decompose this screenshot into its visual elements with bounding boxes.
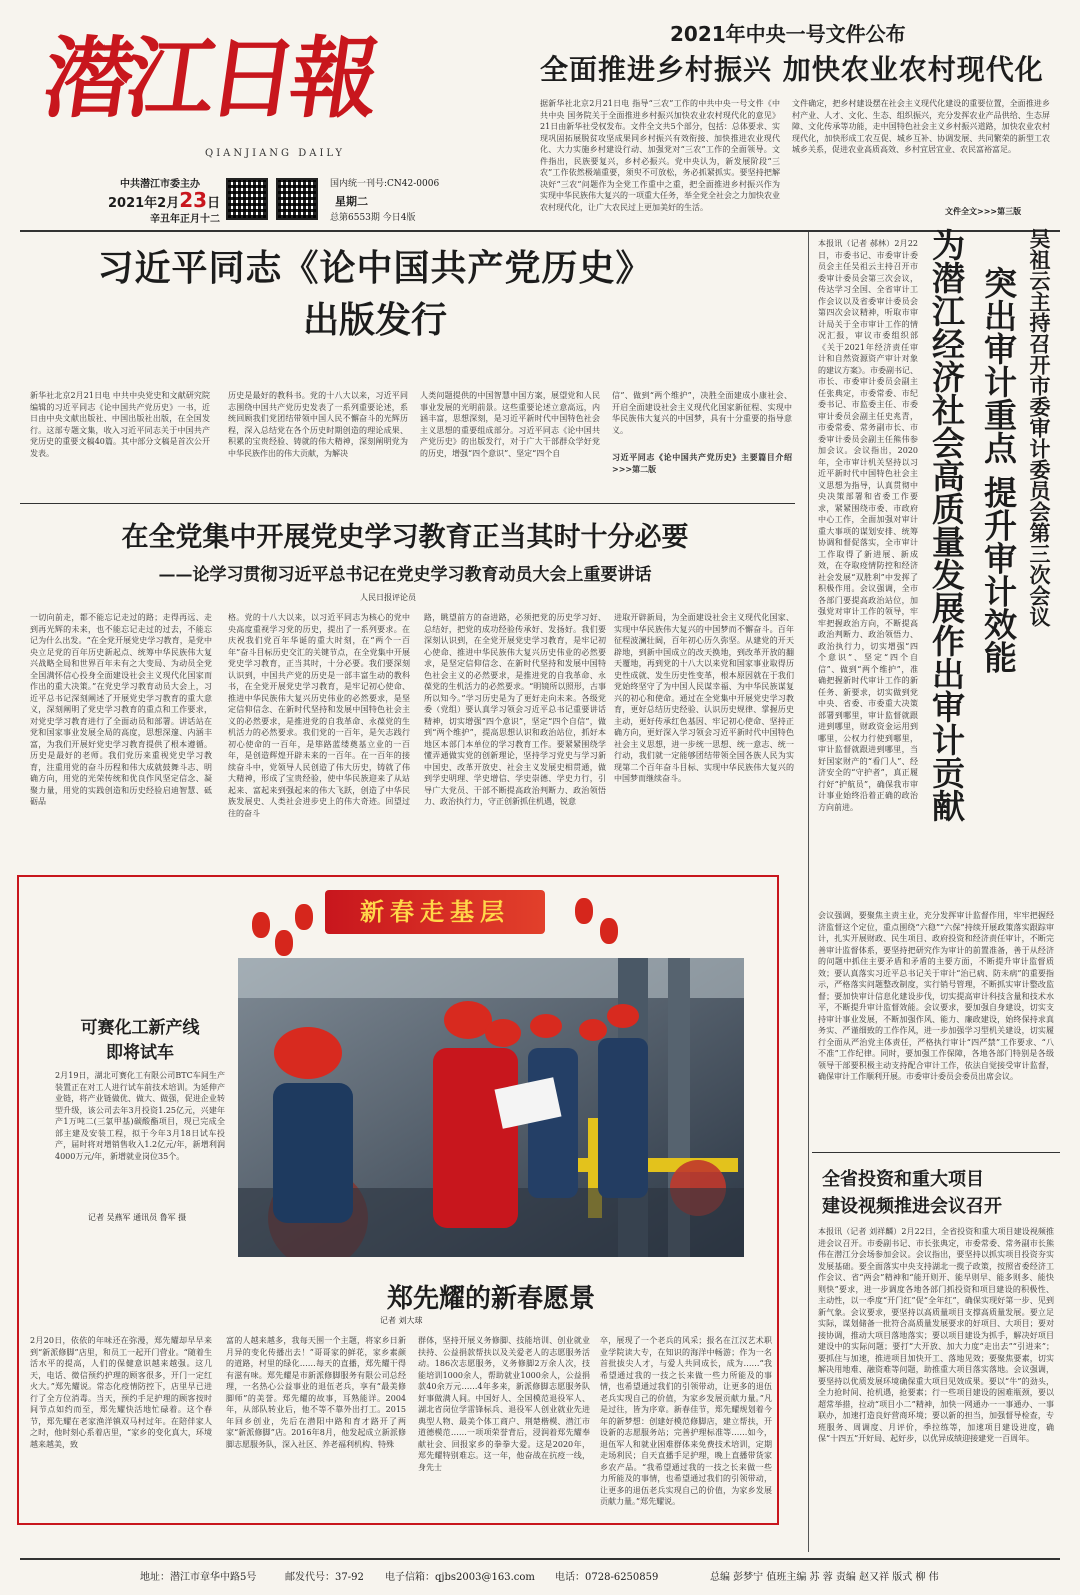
lead-headline-line-1: 习近平同志《论中国共产党历史》 — [97, 248, 653, 289]
audit-headline-line-1: 突出审计重点 提升审计效能 — [979, 266, 1018, 674]
meeting-body: 本报讯（记者 刘祥麟）2月22日，全省投资和重大项目建设视频推进会议召开。市委副书记、市长张典定，市委常委、常务副市长熊伟在潜江分会场参加会议。会议指出，要坚持以抓实项目投资夯实发展基础。要全面落实中央支持湖北一揽子政策，按照省委经济工作会议、省“两会”精神和“能开则开、能早则早、能多则多、能快则快”要求，进一步调度各地各部门抓投资和项目建设的积极性、主动性，以一季度“开门红”促“全年红”，确保实现好第一步、见到新气象。会议要求，要坚持以高质量项目支撑高质量发展。要立足实际，谋划储备一批符合高质量发展要求的好项目、大项目；要对接协调，推动大项目落地落实；要以项目建设为抓手，解决好项目建设中的实际问题；要打“大开放、加大力度“走出去”“引进来”；要抓住与加速，推进项目加快开工、落地见效；要聚焦要素，切实解决用地难、融资难等问题，助推重大项目落实落地。会议强调，要坚持以优质发展环境确保重大项目见效成果。要以“牛”的劲头，全力抢时间、抢机遇，抢要素；行一些项目建设的困难瓶颈，要以超常举措，拉动“项目小二”精神，加快一网通办一一事通办、一事联办，加速打造良好营商环境；要以新的担当，加强督导检查，专班服务、周调度、月评价，季拉练等，加速项目建设进度，确保“十四五”开好局、起好步，以优异成绩迎接建党一百周年。 — [818, 1227, 1054, 1443]
footer-divider — [20, 1558, 1060, 1560]
right-column-divider — [808, 232, 809, 1552]
commentary-col-3: 路，眺望前方的奋进路，必须把党的历史学习好、总结好，把党的成功经验传承好、发扬好。我们要深刻认识到，在全党开展党史学习教育，是牢记初心使命、推进中华民族伟大复兴历史伟业的必然要求，是坚定信仰信念、在新时代坚持和发展中国特色社会主义的必然要求，是推进党的自我革命、永葆党的生机活力的必然要求。“明镜所以照形，古事所以知今。”学习历史是为了更好走向未来。各级党委（党组）要认真学习领会习近平总书记重要讲话精神，切实增强“四个意识”，坚定“四个自信”，做到“两个维护”，提高思想认识和政治站位，抓好本地区本部门本单位的学习教育工作。要紧紧围绕学懂弄通做实党的创新理论，坚持学习党史与学习新中国史、改革开放史、社会主义发展史相贯通，做到学史明理、学史增信、学史崇德、学史力行，引导广大党员、干部不断提高政治判断力、政治领悟力、政治执行力，守正创新抓住机遇，锐意 — [424, 613, 606, 806]
lead-divider — [20, 503, 795, 504]
masthead-logo: 潜江日報 — [37, 26, 381, 130]
commentary-subhead: ——论学习贯彻习近平总书记在党史学习教育动员大会上重要讲话 — [158, 565, 652, 585]
cn-code: 国内统一刊号:CN42-0006 — [330, 179, 440, 189]
lead-jump: 习近平同志《论中国共产党历史》主要篇目介绍>>>第二版 — [612, 452, 792, 474]
lead-body-col-2: 历史是最好的教科书。党的十八大以来，习近平同志围绕中国共产党历史发表了一系列重要论述，系统回顾我们党团结带领中国人民不懈奋斗的光辉历程，深入总结党在各个历史时期创造的理论成果、积累的宝贵经验、铸就的伟大精神，深刻阐明党为中华民族作出的伟大贡献，为解决 — [228, 391, 408, 458]
commentary-col-4: 进取开辟新局，为全面建设社会主义现代化国家、实现中华民族伟大复兴的中国梦而不懈奋斗。百年征程波澜壮阔，百年初心历久弥坚。从建党的开天辟地，到新中国成立的改天换地，到改革开放的翻天覆地，再到党的十八大以来党和国家事业取得历史性成就、发生历史性变革，根本原因就在于我们党始终坚守了为中国人民谋幸福、为中华民族谋复兴的初心和使命。通过在全党集中开展党史学习教育，更好总结历史经验、认识历史规律、掌握历史主动，更好传承红色基因、牢记初心使命、坚持正确方向，更好深入学习领会习近平新时代中国特色社会主义思想，进一步统一思想、统一意志、统一行动，我们就一定能够团结带领全国各族人民为实现第二个百年奋斗目标、实现中华民族伟大复兴的中国梦而继续奋斗。 — [614, 613, 794, 783]
lantern-icon — [600, 918, 618, 944]
commentary-byline: 人民日报评论员 — [360, 593, 416, 602]
lead-headline-line-2: 出版发行 — [302, 300, 447, 341]
chem-headline-line-1: 可赛化工新产线 — [80, 1018, 200, 1038]
audit-body-2: 会议强调，要聚焦主责主业，充分发挥审计监督作用，牢牢把握经济监督这个定位，重点围绕“六稳”“六保”持续开展政策落实跟踪审计，扎实开展财政、民生项目、政府投资和经济责任审计，不断完善审计监督体系，要坚持把研究作为审计的前置准备，善于从经济的问题中抓住主要矛盾和矛盾的主要方面，不断提升审计监督质效；要认真落实习近平总书记关于审计“治已病、防未病”的重要指示，严格落实问题整改制度，实行销号管理，不断抓实审计整改监督；要加快审计信息化建设步伐，切实提高审计科技含量和技术水平，不断提升审计监督效能。会议要求，要加强自身建设，切实支持审计事业发展，不断加强作风、能力、廉政建设，始终保持求真务实、严谨细致的工作作风，进一步加强学习型机关建设，切实履行全面从严治党主体责任，严格执行审计“四严禁”工作要求、“八不准”工作纪律。同时，要加强工作保障，各地各部门特别是各级领导干部要积极主动支持配合审计工作，依法自觉接受审计监督，确保审计工作顺利开展。市委审计委员会委员出席会议。 — [818, 911, 1054, 1081]
feature-col-4: 卒，展现了一个老兵的风采；报名在江汉艺术职业学院读大专，在知识的海洋中畅游；作为一名首批拔尖人才，与爱人共同成长，成为……“我希望通过我的一技之长来做一些力所能及的事情，也希望通过我们的引领带动，让更多的退伍老兵实现自己的价值，为家乡发展贡献力量。”凡是过往，皆为序章。新春佳节，郑先耀规划着今年的新梦想：创建好模范修脚店，建立帮扶，开设新的志愿服务站；完善护理标准等……如今，退伍军人和就业困难群体来免费技术培训，定期走场利民；自天直播手足护理，晚上直播带货家乡农产品。“我希望通过我的一技之长来做一些力所能及的事情，也希望通过我们的引领带动，让更多的退伍老兵实现自己的价值，为家乡发展贡献力量。”郑先耀说。 — [600, 1336, 772, 1506]
chem-body: 2月19日，湖北可赛化工有限公司BTC车间生产装置正在对工人进行试车前技术培训。为延伸产业链，将产业链做优、做大、做强，促进企业转型升级，该公司去年3月投资1.25亿元，兴建年产1万吨二(三氯甲基)碳酸酯项目，现已完成全部主建及安装工程，拟于今年3月18日试车投产，届时将对增销售收入1.2亿元/年，新增利润4000万元/年，新增就业岗位35个。 — [55, 1071, 225, 1161]
lead-body-col-1: 新华社北京2月21日电 中共中央党史和文献研究院编辑的习近平同志《论中国共产党历史》一书，近日由中央文献出版社、中国出版社出版，在全国发行。这部专题文集，收入习近平同志关于中国共产党历史的重要文稿40篇。其中部分文稿是首次公开发表。 — [30, 391, 210, 458]
feature-col-3: 群体，坚持开展义务修脚、技能培训、创业就业扶持、公益捐款帮扶以及关爱老人的志愿服务活动。186次志愿服务，义务修脚2万余人次，技能培训1000余人，帮助就业1000余人，公益捐款40余万元……4年多来，新派修脚志愿服务队好事做满人间。中国好人、全国模范退役军人、湖北省岗位学雷锋标兵、退役军人创业就业先进典型人物、最美个体工商户、荆楚楷模、潜江市道德模范……一项项荣誉背后，浸润着郑先耀奉献社会、回报家乡的拳拳大爱。这是2020年，郑先耀特别难忘。这一年，他奋战在抗疫一线，身先士 — [418, 1336, 590, 1472]
footer-address: 地址：潜江市章华中路5号 — [140, 1572, 257, 1583]
commentary-col-2: 格。党的十八大以来，以习近平同志为核心的党中央高度重视学习党的历史，提出了一系列要求。在庆祝我们党百年华诞的重大时刻，在“两个一百年”奋斗目标历史交汇的关键节点，在全党集中开展党史学习教育，正当其时，十分必要。我们要深刻认识到，中国共产党的历史是一部丰富生动的教科书，在全党开展党史学习教育，是牢记初心使命、推进中华民族伟大复兴历史伟业的必然要求，是坚定信仰信念、在新时代坚持和发展中国特色社会主义的必然要求，是推进党的自我革命、永葆党的生机活力的必然要求。我们党的一百年，是矢志践行初心使命的一百年，是筚路蓝缕奠基立业的一百年，是创造辉煌开辟未来的一百年。在一百年的接续奋斗中，党领导人民创造了伟大历史，铸就了伟大精神，形成了宝贵经验，使中华民族迎来了从站起来、富起来到强起来的伟大飞跃，创造了中华民族发展史、人类社会进步史上的伟大奇迹。回望过往的奋斗 — [228, 613, 410, 818]
lantern-icon — [252, 912, 270, 938]
top-story-headline: 全面推进乡村振兴 加快农业农村现代化 — [540, 53, 1044, 86]
feature-banner: 新春走基层 — [325, 890, 545, 934]
lunar-date: 辛丑年正月十二 — [150, 214, 220, 225]
feature-byline: 记者 刘大球 — [380, 1316, 423, 1325]
lead-body-col-3: 人类问题提供的中国智慧中国方案，展望党和人民事业发展的光明前景。这些重要论述立意高远，内涵丰富，思想深刻，是习近平新时代中国特色社会主义思想的重要组成部分。习近平同志《论中国共产党历史》的出版发行，对于广大干部群众学好党的历史，增强“四个意识”、坚定“四个自 — [420, 391, 600, 458]
feature-headline: 郑先耀的新春愿景 — [386, 1284, 595, 1314]
commentary-headline: 在全党集中开展党史学习教育正当其时十分必要 — [121, 522, 689, 553]
masthead-pinyin: QIANJIANG DAILY — [205, 148, 346, 159]
masthead-divider — [20, 230, 1060, 232]
news-photo — [238, 958, 744, 1257]
chem-byline: 记者 吴燕军 通讯员 鲁军 摄 — [88, 1213, 187, 1222]
sponsor: 中共潜江市委主办 — [120, 179, 200, 190]
lantern-icon — [295, 904, 313, 930]
footer — [20, 1565, 1060, 1585]
audit-kicker: 吴祖云主持召开市委审计委员会第三次会议 — [1027, 228, 1051, 627]
date-line: 2021年2月23日 — [108, 188, 221, 212]
qr-code-icon — [276, 178, 318, 220]
lantern-icon — [575, 898, 593, 924]
footer-email: 电子信箱：qjbs2003@163.com — [385, 1572, 535, 1583]
top-story-body-2: 文件确定，把乡村建设摆在社会主义现代化建设的重要位置，全面推进乡村产业、人才、文化、生态、组织振兴，充分发挥农业产品供给、生态屏障、文化传承等功能，走中国特色社会主义乡村振兴道路，加快农业农村现代化，加快形成工农互促、城乡互补、协调发展、共同繁荣的新型工农城乡关系，促进农业高质高效、乡村宜居宜业、农民富裕富足。 — [792, 99, 1050, 154]
qr-code-icon — [226, 178, 268, 220]
footer-phone: 电话：0728-6250859 — [555, 1572, 659, 1583]
footer-postcode: 邮发代号：37-92 — [285, 1572, 364, 1583]
commentary-col-1: 一切向前走，都不能忘记走过的路；走得再远、走到再光辉的未来，也不能忘记走过的过去，不能忘记为什么出发。“在全党开展党史学习教育，是党中央立足党的百年历史新起点、统筹中华民族伟大复兴战略全局和世界百年未有之大变局、为动员全党全国满怀信心投身全面建设社会主义现代化国家而作出的重大决策。”在党史学习教育动员大会上，习近平总书记深刻阐述了开展党史学习教育的重大意义，深刻阐明了党史学习教育的重点和工作要求，对党史学习教育进行了全面动员和部署。讲话站在党和国家事业发展全局的高度，思想深邃、内涵丰富，为我们开展好党史学习教育提供了根本遵循。历史是最好的老师。我们党历来重视党史学习教育，注重用党的奋斗历程和伟大成就鼓舞斗志、明确方向，用党的光荣传统和优良作风坚定信念、凝聚力量，用党的实践创造和历史经验启迪智慧、砥砺品 — [30, 613, 212, 806]
audit-headline-line-2: 为潜江经济社会高质量发展作出审计贡献 — [927, 228, 966, 822]
workers-photo-illustration — [238, 958, 744, 1257]
chem-headline-line-2: 即将试车 — [106, 1043, 174, 1063]
top-story-kicker: 2021年中央一号文件公布 — [670, 22, 906, 46]
lead-body-col-4: 信”、做到“两个维护”，决胜全面建成小康社会、开启全面建设社会主义现代化国家新征程、实现中华民族伟大复兴的中国梦，具有十分重要的指导意义。 — [612, 391, 792, 435]
footer-editors: 总编 彭梦宁 值班主编 苏 蓉 责编 赵又祥 版式 柳 伟 — [710, 1572, 939, 1583]
issue-info: 总第6553期 今日4版 — [330, 213, 416, 223]
meeting-headline-line-2: 建设视频推进会议召开 — [822, 1196, 1002, 1217]
top-story-jump: 文件全文>>>第三版 — [945, 207, 1022, 216]
feature-col-2: 富的人越来越多，我每天围一个主题，将家乡日新月异的变化传播出去！”哥哥家的鲜花，家乡素颜的道路，村里的绿化……每天的直播，郑先耀干得有滋有味。郑先耀是市新派修脚服务有限公司总经理，一名热心公益事业的退伍老兵，享有“最美修脚师”的美誉。郑先耀的故事，耳熟能详。2004年，从部队转业后，他不等不靠外出打工。2015年回乡创业，先后在潜阳中路和育才路开了两家“新派修脚”店。2016年8月，他发起成立新派修脚志愿服务队，深入社区、养老福利机构、特殊 — [226, 1336, 406, 1449]
top-story-body-1: 据新华社北京2月21日电 指导“三农”工作的中共中央一号文件《中共中央 国务院关于全面推进乡村振兴加快农业农村现代化的意见》21日由新华社受权发布。文件全文共5个部分，包括：总体要求、实现巩固拓展脱贫攻坚成果同乡村振兴有效衔接、加快推进农业现代化、大力实施乡村建设行动、加强党对“三农”工作的全面领导。文件指出，民族要复兴，乡村必振兴。党中央认为，新发展阶段“三农”工作依然极端重要，须臾不可放松，务必抓紧抓实。要坚持把解决好“三农”问题作为全党工作重中之重，把全面推进乡村振兴作为实现中华民族伟大复兴的一项重大任务，举全党全社会之力加快农业农村现代化，让广大农民过上更加美好的生活。 — [540, 99, 780, 212]
feature-col-1: 2月20日，依依的年味还在弥漫，郑先耀却早早来到“新派修脚”店里，和员工一起开门营业。“随着生活水平的提高，人们的保健意识越来越强。这几天，电话、微信预约护理的顾客很多，开门一定红火大。”郑先耀说。常态化疫情防控下，店里早已进行了全方位消毒。当天，预约手足护理的顾客按时间节点如约而至，郑先耀快活地忙碌着。这个春节，郑先耀在老家渔洋镇双马村过年。在陪伴家人之时，他时刻心系着店里，“家乡的变化真大，环境越来越美，致 — [30, 1336, 212, 1449]
weekday: 星期二 — [335, 195, 368, 208]
audit-divider — [812, 1152, 1060, 1153]
meeting-headline-line-1: 全省投资和重大项目 — [822, 1169, 984, 1190]
audit-body: 本报讯（记者 郝林）2月22日，市委书记、市委审计委员会主任吴祖云主持召开市委审计委员会第三次会议，传达学习全国、全省审计工作会议以及省委审计委员会第四次会议精神，听取市审计局关于全市审计工作的情况汇报，审议市委组织部《关于2021年经济责任审计和自然资源资产审计对象的建议方案》。市委副书记、市长、市委审计委员会副主任张典定，市委常委、市纪委书记、市监委主任、市委审计委员会副主任史兆青，市委常委、常务副市长、市委审计委员会副主任熊伟参加会议。会议指出，2020年，全市审计机关坚持以习近平新时代中国特色社会主义思想为指导，认真贯彻中央决策部署和省委工作要求，紧紧围绕市委、市政府中心工作，全面加强对审计重大事项的谋划安排、统筹协调和督促落实，全市审计工作取得了新进展、新成效，在夺取疫情防控和经济社会发展“双胜利”中发挥了积极作用。会议强调，全市各部门要提高政治站位，加强党对审计工作的领导，牢牢把握政治方向，不断提高政治判断力、政治领悟力、政治执行力，切实增强“四个意识”、坚定“四个自信”、做到“两个维护”，准确把握新时代审计工作的新任务、新要求，切实做到党中央、省委、市委重大决策部署到哪里，审计监督就跟进到哪里，财政资金运用到哪里，公权力行使到哪里，审计监督就跟进到哪里，当好国家财产的“看门人”、经济安全的“守护者”，真正履行好“护航员”，确保我市审计事业始终沿着正确的政治方向前进。 — [818, 239, 918, 812]
lantern-icon — [275, 930, 293, 956]
